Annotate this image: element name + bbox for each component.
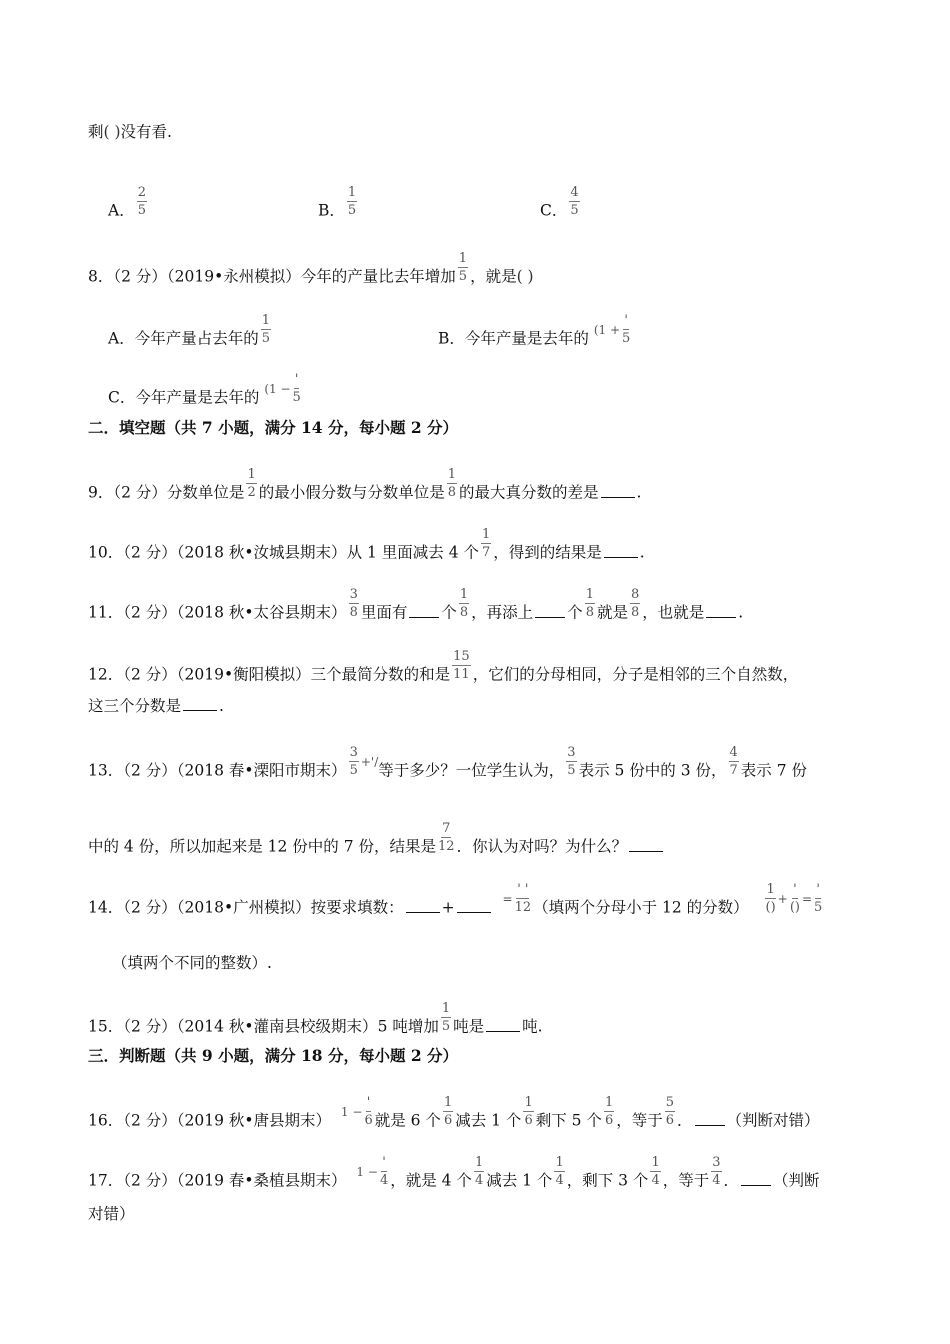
fraction: $\frac{1}{6}$ (443, 1095, 453, 1128)
answer-blank[interactable] (695, 1111, 725, 1126)
fraction: $\frac{1}{5}$ (441, 1001, 451, 1034)
q8-option-c: C．今年产量是去年的 $^{(1 -}$ $\frac{'}{5}$ (108, 372, 301, 407)
fraction: $\frac{3}{5}$ (567, 745, 576, 778)
question-source: （2019•永州模拟） (166, 267, 301, 286)
fraction: $\frac{'}{4}$ (379, 1155, 389, 1188)
question-10: 10．（2 分）（2018 秋•汝城县期末）从 1 里面减去 4 个 $\frac{1}{7}$ ，得到的结果是 . (88, 527, 645, 562)
fraction: $\frac{5}{6}$ (665, 1095, 675, 1128)
question-13: 13．（2 分）（2018 春•溧阳市期末） $\frac{3}{5}$ +'/等于多少？一位学生认为， $\frac{3}{5}$ 表示 5 份中的 3 份， $\frac{4}{7}$ 表示 7 份 (88, 745, 807, 780)
question-14: 14．（2 分）（2018•广州模拟）按要求填数： + = $\frac{' '}{12}$ （填两个分母小于 12 的分数） $\frac{1}{()}$ + $\frac{'}{()}$ = $\frac{'}{5}$ (88, 882, 823, 917)
answer-blank[interactable] (486, 1017, 520, 1032)
question-9: 9．（2 分）分数单位是 $\frac{1}{2}$ 的最小假分数与分数单位是 $\frac{1}{8}$ 的最大真分数的差是 . (88, 467, 642, 502)
fraction: $\frac{7}{12}$ (438, 821, 455, 854)
fraction: $\frac{1}{4}$ (555, 1155, 564, 1188)
q8-option-a: A．今年产量占去年的 $\frac{1}{5}$ (108, 313, 270, 348)
question-8: 8．（2 分）（2019•永州模拟）今年的产量比去年增加 $\frac{1}{5}$ ，就是( ) (88, 251, 534, 286)
question-14-line2: （填两个不同的整数）. (112, 954, 272, 972)
answer-blank[interactable] (183, 696, 217, 711)
question-11: 11．（2 分）（2018 秋•太谷县期末） $\frac{3}{8}$ 里面有 个 $\frac{1}{8}$ ，再添上 个 $\frac{1}{8}$ 就是 $\frac{8}{8}$ ，也就是 . (88, 587, 744, 622)
fraction: $\frac{1}{4}$ (474, 1155, 484, 1188)
answer-blank[interactable] (604, 543, 638, 558)
question-source: （2018 秋•汝城县期末） (176, 543, 347, 562)
q7-option-b: B． $\frac{1}{5}$ (318, 185, 357, 220)
fraction: $\frac{1}{5}$ (458, 251, 468, 284)
fraction: $\frac{'}{6}$ (364, 1095, 373, 1128)
answer-blank[interactable] (706, 603, 736, 618)
fraction: $\frac{' '}{12}$ (514, 882, 532, 915)
question-12: 12．（2 分）（2019•衡阳模拟）三个最简分数的和是 $\frac{15}{11}$ ，它们的分母相同，分子是相邻的三个自然数， (88, 649, 799, 684)
answer-paren: ( ) (103, 123, 121, 141)
question-source: （2014 秋•灌南县校级期末） (176, 1017, 378, 1036)
fraction: $\frac{1}{6}$ (524, 1095, 533, 1128)
question-15: 15．（2 分）（2014 秋•灌南县校级期末）5 吨增加 $\frac{1}{5}$ 吨是 吨. (88, 1001, 543, 1036)
q7-text-end: 没有看. (120, 123, 172, 141)
fraction: $\frac{'}{5}$ (292, 372, 301, 405)
answer-blank[interactable] (601, 483, 635, 498)
answer-paren: ( ) (516, 267, 534, 286)
question-12-line2: 这三个分数是 . (88, 697, 224, 715)
fraction: $\frac{3}{8}$ (349, 587, 358, 620)
fraction: $\frac{4}{5}$ (570, 185, 579, 218)
question-source: （2018•广州模拟） (176, 898, 311, 917)
answer-blank[interactable] (409, 603, 439, 618)
answer-blank[interactable] (457, 898, 491, 913)
fraction: $\frac{1}{8}$ (447, 467, 457, 500)
fraction: $\frac{3}{4}$ (712, 1155, 721, 1188)
q7-tail-line (88, 122, 172, 142)
q8-option-b: B．今年产量是去年的 $^{(1 +}$ $\frac{'}{5}$ (438, 313, 631, 348)
fraction: $\frac{1}{5}$ (347, 185, 357, 218)
question-source: （2018 秋•太谷县期末） (176, 603, 347, 622)
fraction: $\frac{1}{()}$ (765, 882, 776, 915)
question-13-line2: 中的 4 份，所以加起来是 12 份中的 7 份，结果是 $\frac{7}{12}$ ．你认为对吗？为什么？ (88, 832, 665, 863)
question-16: 16．（2 分）（2019 秋•唐县期末） $^{1 -}$ $\frac{'}{6}$ 就是 6 个 $\frac{1}{6}$ 减去 1 个 $\frac{1}{6}$ 剩下 5 个 $\frac{1}{6}$ ，等于 $\frac{5}{6}$ ． （判断对错） (88, 1095, 820, 1130)
q7-option-c: C． $\frac{4}{5}$ (540, 185, 579, 220)
fraction: $\frac{8}{8}$ (630, 587, 640, 620)
fraction: $\frac{2}{5}$ (137, 185, 146, 218)
answer-blank[interactable] (406, 898, 440, 913)
fraction: $\frac{1}{7}$ (482, 527, 491, 560)
fraction: $\frac{1}{4}$ (651, 1155, 660, 1188)
fraction: $\frac{1}{2}$ (247, 467, 256, 500)
fraction: $\frac{1}{5}$ (261, 313, 270, 346)
fraction: $\frac{1}{8}$ (459, 587, 469, 620)
section-heading-true-false: 三．判断题（共 9 小题，满分 18 分，每小题 2 分） (88, 1046, 459, 1065)
question-17: 17．（2 分）（2019 春•桑植县期末） $^{1 -}$ $\frac{'}{4}$ ，就是 4 个 $\frac{1}{4}$ 减去 1 个 $\frac{1}{4}$ ，剩下 3 个 $\frac{1}{4}$ ，等于 $\frac{3}{4}$ ． （判断 (88, 1155, 820, 1190)
question-source: （2019 春•桑植县期末） (176, 1171, 347, 1190)
fraction: $\frac{'}{5}$ (814, 882, 823, 915)
fraction: $\frac{3}{5}$ (349, 745, 358, 778)
question-17-line2: 对错） (88, 1205, 135, 1223)
question-source: （2019 秋•唐县期末） (176, 1111, 332, 1130)
answer-blank[interactable] (535, 603, 565, 618)
fraction: $\frac{'}{()}$ (789, 882, 800, 915)
q7-option-a: A． $\frac{2}{5}$ (108, 185, 146, 220)
q7-text: 剩 (88, 123, 104, 141)
answer-blank[interactable] (741, 1171, 771, 1186)
fraction: $\frac{1}{6}$ (604, 1095, 614, 1128)
fraction: $\frac{'}{5}$ (622, 313, 631, 346)
section-heading-fill-blank: 二．填空题（共 7 小题，满分 14 分，每小题 2 分） (88, 418, 459, 437)
question-source: （2018 春•溧阳市期末） (176, 761, 347, 780)
fraction: $\frac{15}{11}$ (453, 649, 470, 682)
question-source: （2019•衡阳模拟） (176, 665, 311, 684)
answer-blank[interactable] (629, 837, 663, 852)
fraction: $\frac{1}{8}$ (585, 587, 594, 620)
fraction: $\frac{4}{7}$ (729, 745, 738, 778)
